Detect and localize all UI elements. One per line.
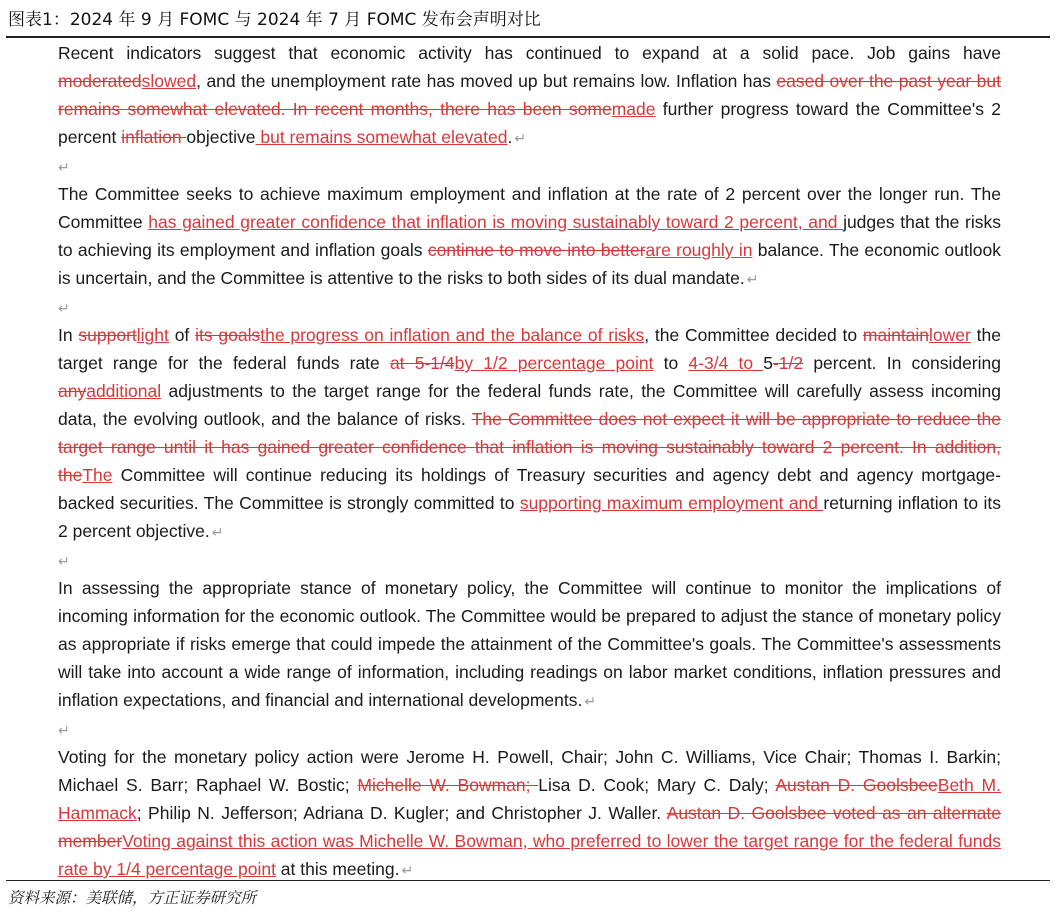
paragraph-mark-icon: ↵ (58, 722, 70, 738)
statement-paragraph (58, 743, 1001, 884)
unchanged-text: adjustments to the target range for the federal funds rate, the Committee will carefully assess incoming data, the evolving outlook, and the balance of risks. (58, 381, 1001, 429)
deleted-text: support (78, 325, 137, 345)
statement-paragraph (58, 39, 1001, 152)
deleted-text: its goals (195, 325, 261, 345)
paragraph-mark-icon: ↵ (514, 130, 527, 146)
paragraph-mark-icon: ↵ (211, 524, 224, 540)
unchanged-text: of (168, 325, 196, 345)
inserted-text: but remains somewhat elevated (255, 127, 508, 147)
unchanged-text: In assessing the appropriate stance of monetary policy, the Committee will continue to monitor the implications of incoming information for the economic outlook. The Committee would be prepared to adjust the stance of monetary policy as appropriate if risks emerge that could impede the attainment of the Committee's goals. The Committee's assessments will take into account a wide range of information, including readings on labor market conditions, inflation pressures and inflation expectations, and financial and international developments. (58, 578, 1001, 710)
deleted-text: The Committee does not expect it will be appropriate to reduce the target range until it has gained greater confidence that inflation is moving sustainably toward 2 percent. In addition, the (58, 409, 1001, 485)
paragraph-mark-icon: ↵ (746, 271, 759, 287)
unchanged-text: . (507, 127, 513, 147)
unchanged-text: The Committee seeks to achieve maximum employment and inflation at the rate of 2 percent over the longer run. The Committee (58, 184, 1001, 232)
unchanged-text: objective (186, 127, 256, 147)
unchanged-text: , the Committee decided to (644, 325, 863, 345)
unchanged-text: Voting for the monetary policy action were Jerome H. Powell, Chair; John C. Williams, Vice Chair; Thomas I. Barkin; Michael S. Barr; Raphael W. Bostic; (58, 747, 1001, 795)
unchanged-text: percent. In considering (803, 353, 1001, 373)
paragraph-mark-icon: ↵ (58, 553, 70, 569)
statement-paragraph (58, 180, 1001, 293)
unchanged-text: to (653, 353, 689, 373)
inserted-text: made (611, 99, 656, 119)
unchanged-text: the target range for the federal funds rate (58, 325, 1002, 373)
deleted-text: inflation (121, 127, 187, 147)
inserted-text: light (136, 325, 169, 345)
inserted-text: the progress on inflation and the balance of risks (260, 325, 645, 345)
unchanged-text: In (58, 325, 79, 345)
deleted-text: moderated (58, 71, 142, 91)
paragraph-mark-icon: ↵ (401, 862, 414, 878)
unchanged-text: Lisa D. Cook; Mary C. Daly; (538, 775, 776, 795)
inserted-text: additional (86, 381, 162, 401)
inserted-text: by 1/2 percentage point (454, 353, 654, 373)
source-note: 资料来源：美联储，方正证券研究所 (8, 889, 257, 907)
bottom-rule (6, 880, 1050, 881)
deleted-text: at 5-1/4 (389, 353, 455, 373)
inserted-text: The (82, 465, 113, 485)
paragraph-mark-icon: ↵ (58, 159, 70, 175)
unchanged-text: Committee will continue reducing its holdings of Treasury securities and agency debt and agency mortgage-backed securities. The Committee is strongly committed to (58, 465, 1001, 513)
inserted-text: are roughly in (645, 240, 753, 260)
blank-paragraph (58, 152, 1001, 180)
top-rule (6, 36, 1050, 38)
unchanged-text: returning inflation to its 2 percent objective. (58, 493, 1001, 541)
deleted-text: Austan D. Goolsbee (775, 775, 938, 795)
inserted-text: has gained greater confidence that inflation is moving sustainably toward 2 percent, and (148, 212, 844, 232)
blank-paragraph (58, 715, 1001, 743)
unchanged-text: , and the unemployment rate has moved up but remains low. Inflation has (196, 71, 777, 91)
deleted-text: continue to move into better (427, 240, 646, 260)
deleted-text: maintain (862, 325, 930, 345)
deleted-text: Michelle W. Bowman; (357, 775, 539, 795)
unchanged-text: judges that the risks to achieving its employment and inflation goals (58, 212, 1001, 260)
unchanged-text: 5 (763, 353, 773, 373)
inserted-text: Beth M. Hammack (58, 775, 1001, 823)
unchanged-text: at this meeting. (275, 859, 400, 879)
blank-paragraph (58, 546, 1001, 574)
inserted-text: lower (929, 325, 971, 345)
inserted-text: supporting maximum employment and (519, 493, 824, 513)
inserted-text: Voting against this action was Michelle W. Bowman, who preferred to lower the target range for the federal funds rate by 1/4 percentage point (58, 831, 1001, 879)
statement-comparison-document (58, 39, 1001, 884)
unchanged-text: further progress toward the Committee's 2 percent (58, 99, 1002, 147)
inserted-text: slowed (141, 71, 197, 91)
deleted-text: -1/2 (772, 353, 804, 373)
paragraph-mark-icon: ↵ (584, 693, 597, 709)
deleted-text: any (58, 381, 87, 401)
statement-paragraph (58, 574, 1001, 715)
blank-paragraph (58, 293, 1001, 321)
unchanged-text: Recent indicators suggest that economic activity has continued to expand at a solid pace. Job gains have (58, 43, 1001, 63)
inserted-text: 4-3/4 to (688, 353, 764, 373)
unchanged-text: ; Philip N. Jefferson; Adriana D. Kugler; and Christopher J. Waller. (136, 803, 667, 823)
unchanged-text: balance. The economic outlook is uncertain, and the Committee is attentive to the risks to both sides of its dual mandate. (58, 240, 1001, 288)
paragraph-mark-icon: ↵ (58, 300, 70, 316)
deleted-text: Austan D. Goolsbee voted as an alternate member (58, 803, 1001, 851)
deleted-text: eased over the past year but remains somewhat elevated. In recent months, there has been some (58, 71, 1001, 119)
statement-paragraph (58, 321, 1001, 546)
figure-title: 图表1：2024 年 9 月 FOMC 与 2024 年 7 月 FOMC 发布会声明对比 (8, 10, 541, 30)
